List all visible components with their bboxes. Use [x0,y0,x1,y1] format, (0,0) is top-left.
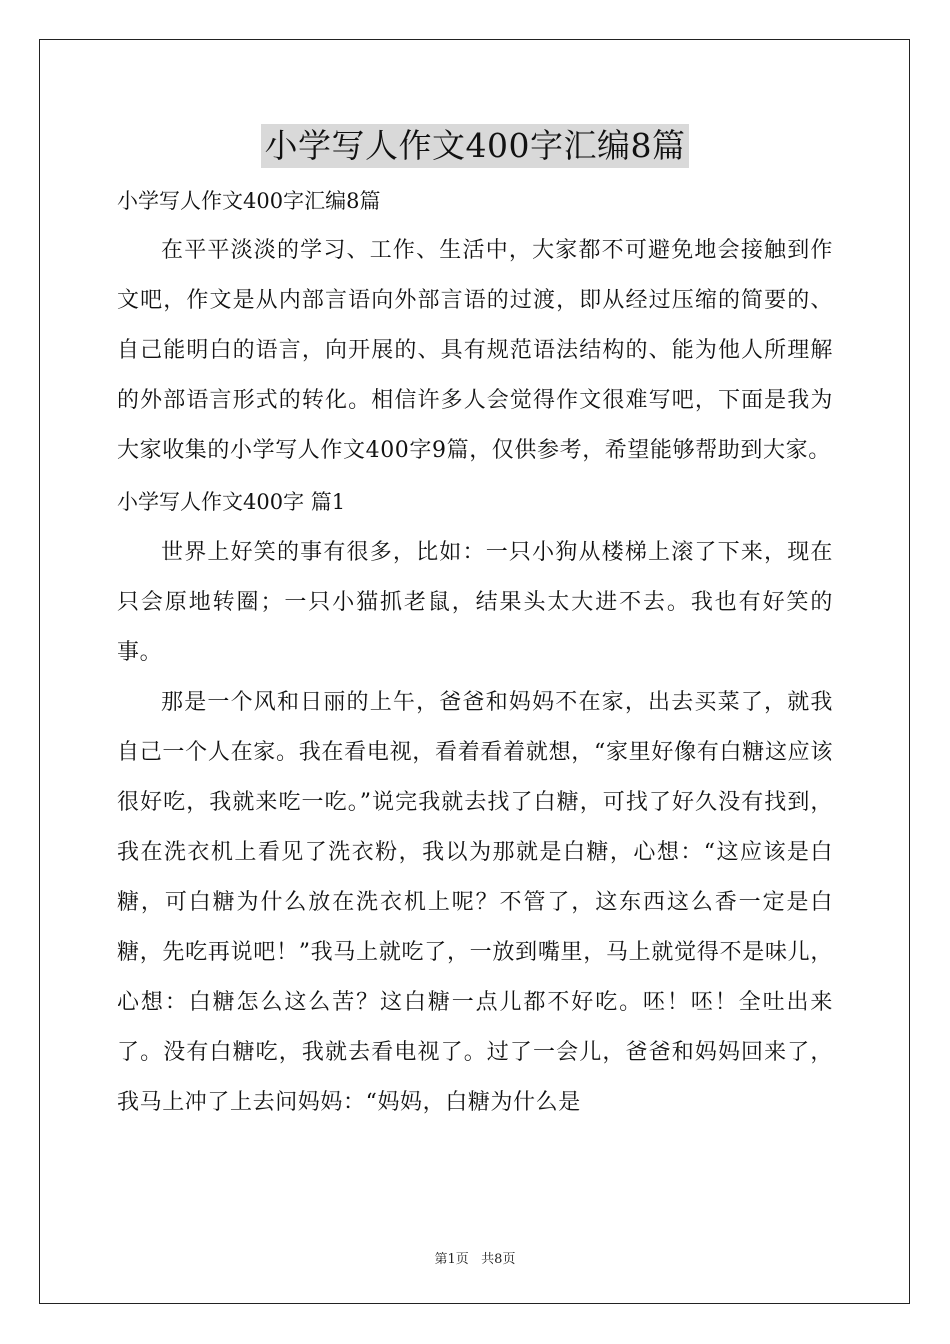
body-paragraph: 那是一个风和日丽的上午，爸爸和妈妈不在家，出去买菜了，就我自己一个人在家。我在看电视，看着看着就想，“家里好像有白糖这应该很好吃，我就来吃一吃。”说完我就去找了白糖，可找了好久没有找到，我在洗衣机上看见了洗衣粉，我以为那就是白糖，心想：“这应该是白糖，可白糖为什么放在洗衣机上呢？不管了，这东西这么香一定是白糖，先吃再说吧！”我马上就吃了，一放到嘴里，马上就觉得不是味儿，心想：白糖怎么这么苦？这白糖一点儿都不好吃。呸！呸！全吐出来了。没有白糖吃，我就去看电视了。过了一会儿，爸爸和妈妈回来了，我马上冲了上去问妈妈：“妈妈，白糖为什么是 [117,690,833,1115]
body-paragraph: 世界上好笑的事有很多，比如：一只小狗从楼梯上滚了下来，现在只会原地转圈；一只小猫抓老鼠，结果头太大进不去。我也有好笑的事。 [117,540,833,665]
document-body [117,178,833,1128]
document-subtitle: 小学写人作文400字汇编8篇 [117,189,381,213]
section-heading: 小学写人作文400字 篇1 [117,490,346,514]
intro-paragraph: 在平平淡淡的学习、工作、生活中，大家都不可避免地会接触到作文吧，作文是从内部言语向外部言语的过渡，即从经过压缩的简要的、自己能明白的语言，向开展的、具有规范语法结构的、能为他人所理解的外部语言形式的转化。相信许多人会觉得作文很难写吧，下面是我为大家收集的小学写人作文400字9篇，仅供参考，希望能够帮助到大家。 [117,238,833,463]
title-wrap [0,124,950,168]
page-footer: 第1页 共8页 [434,1252,516,1267]
document-title: 小学写人作文400字汇编8篇 [261,124,690,168]
